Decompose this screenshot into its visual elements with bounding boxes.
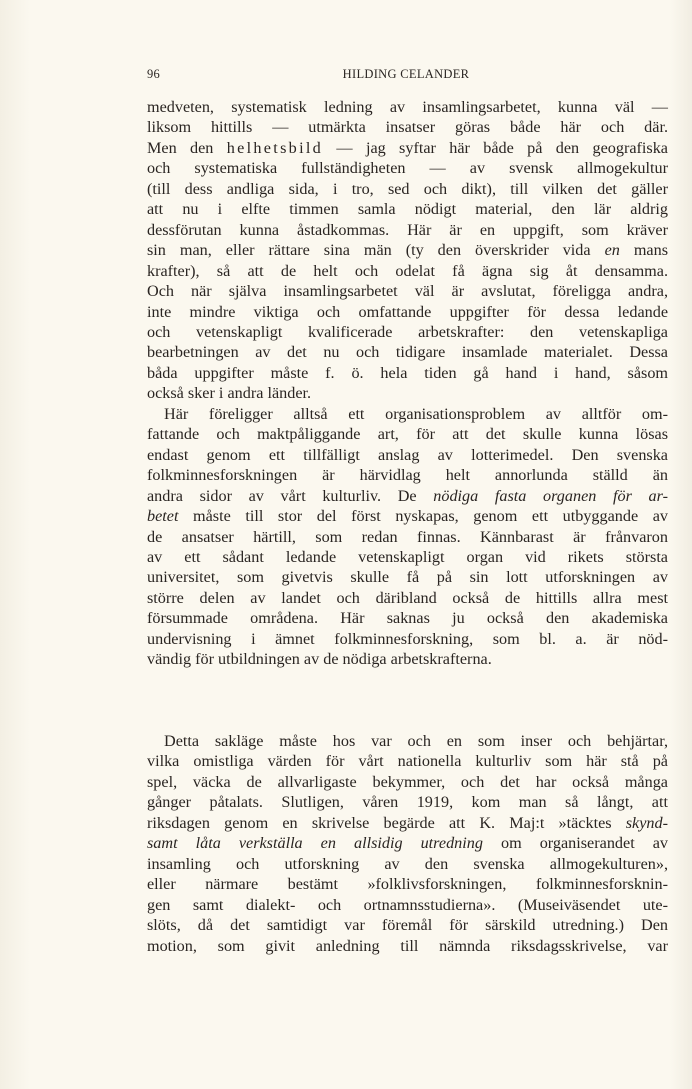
text-line: liksom hittills — utmärkta insatser göras både här och där. [147, 118, 668, 136]
italic-segment: skynd- [625, 814, 668, 832]
text-line: av ett sådant ledande vetenskapligt organ vid rikets största [147, 548, 668, 566]
text-line: dessförutan kunna åstadkommas. Här är en uppgift, som kräver [147, 221, 668, 239]
text-line: undervisning i ämnet folkminnesforskning, som bl. a. är nöd- [147, 630, 668, 648]
text-line: spel, väcka de allvarligaste bekymmer, och det har också många [147, 773, 668, 791]
text-segment: om organiserandet av [482, 834, 668, 852]
text-line: Och när själva insamlingsarbetet väl är avslutat, föreligga andra, [147, 282, 668, 300]
text-line: vändig för utbildningen av de nödiga arbetskrafterna. [147, 650, 492, 668]
text-segment: sin man, eller rättare sina män (ty den överskrider vida [147, 241, 605, 259]
text-segment: andra sidor av vårt kulturliv. De [147, 487, 434, 505]
text-line: bearbetningen av det nu och tidigare insamlade materialet. Dessa [147, 343, 668, 361]
text-line: båda uppgifter måste f. ö. hela tiden gå hand i hand, såsom [147, 364, 668, 382]
text-line: och systematiska fullständigheten — av svensk allmogekultur [147, 159, 668, 177]
text-line: insamling och utforskning av den svenska allmogekulturen», [147, 855, 668, 873]
text-segment: — jag syftar här både på den geografiska [323, 139, 668, 157]
text-line: folkminnesforskningen är härvidlag helt annorlunda ställd än [147, 466, 668, 484]
text-line: också sker i andra länder. [147, 384, 312, 402]
text-segment: måste till stor del först nyskapas, genom ett utbyggande av [178, 507, 668, 525]
spaced-emphasis: helhetsbild [226, 139, 324, 157]
text-line [147, 240, 668, 260]
text-line: försummade områdena. Här saknas ju också den akademiska [147, 609, 668, 627]
text-line: slöts, då det samtidigt var föremål för särskild utredning.) Den [147, 916, 668, 934]
text-line: Detta sakläge måste hos var och en som inser och behjärtar, [164, 732, 668, 750]
text-line: eller närmare bestämt »folklivsforskningen, folkminnesforsknin- [147, 875, 668, 893]
page-number: 96 [147, 67, 161, 81]
text-line: (till dess andliga sida, i tro, sed och dikt), till vilken det gäller [147, 180, 668, 198]
text-line: inte mindre viktiga och omfattande uppgifter för dessa ledande [147, 303, 668, 321]
text-line [147, 833, 668, 853]
text-segment: riksdagen genom en skrivelse begärde att K. Maj:t »täcktes [147, 814, 626, 832]
text-line: fattande och maktpåliggande art, för att det skulle kunna lösas [147, 425, 668, 443]
text-line: motion, som givit anledning till nämnda riksdagsskrivelse, var [147, 937, 668, 955]
text-line: de ansatser härtill, som redan finnas. Kännbarast är frånvaron [147, 528, 668, 546]
text-line [147, 138, 668, 158]
text-line [147, 506, 668, 526]
italic-segment: en [604, 241, 620, 259]
running-title: HILDING CELANDER [342, 67, 470, 81]
text-line: och vetenskapligt kvalificerade arbetskrafter: den vetenskapliga [147, 323, 668, 341]
text-line: medveten, systematisk ledning av insamlingsarbetet, kunna väl — [147, 98, 668, 116]
text-line: krafter), så att de helt och odelat få ägna sig åt densamma. [147, 262, 668, 280]
text-line: universitet, som givetvis skulle få på sin lott utforskningen av [147, 568, 668, 586]
text-line [147, 813, 668, 833]
text-line: endast genom ett tillfälligt anslag av lotterimedel. Den svenska [147, 446, 668, 464]
text-segment: Men den [147, 139, 227, 157]
italic-segment: samt låta verkställa en allsidig utredning [147, 834, 483, 852]
text-line [147, 486, 668, 506]
text-line: gånger påtalats. Slutligen, våren 1919, kom man så långt, att [147, 793, 668, 811]
text-line: större delen av landet och däribland också de hittills allra mest [147, 589, 668, 607]
italic-segment: nödiga fasta organen för ar- [433, 487, 668, 505]
italic-segment: betet [147, 507, 179, 525]
text-line: Här föreligger alltså ett organisationsproblem av alltför om- [164, 405, 668, 423]
text-line: gen samt dialekt- och ortnamnsstudierna». (Museiväsendet ute- [147, 896, 668, 914]
text-line: vilka omistliga värden för vårt nationella kulturliv som här stå på [147, 752, 668, 770]
text-line: att nu i elfte timmen samla nödigt material, den lär aldrig [147, 200, 668, 218]
text-segment: mans [619, 241, 668, 259]
